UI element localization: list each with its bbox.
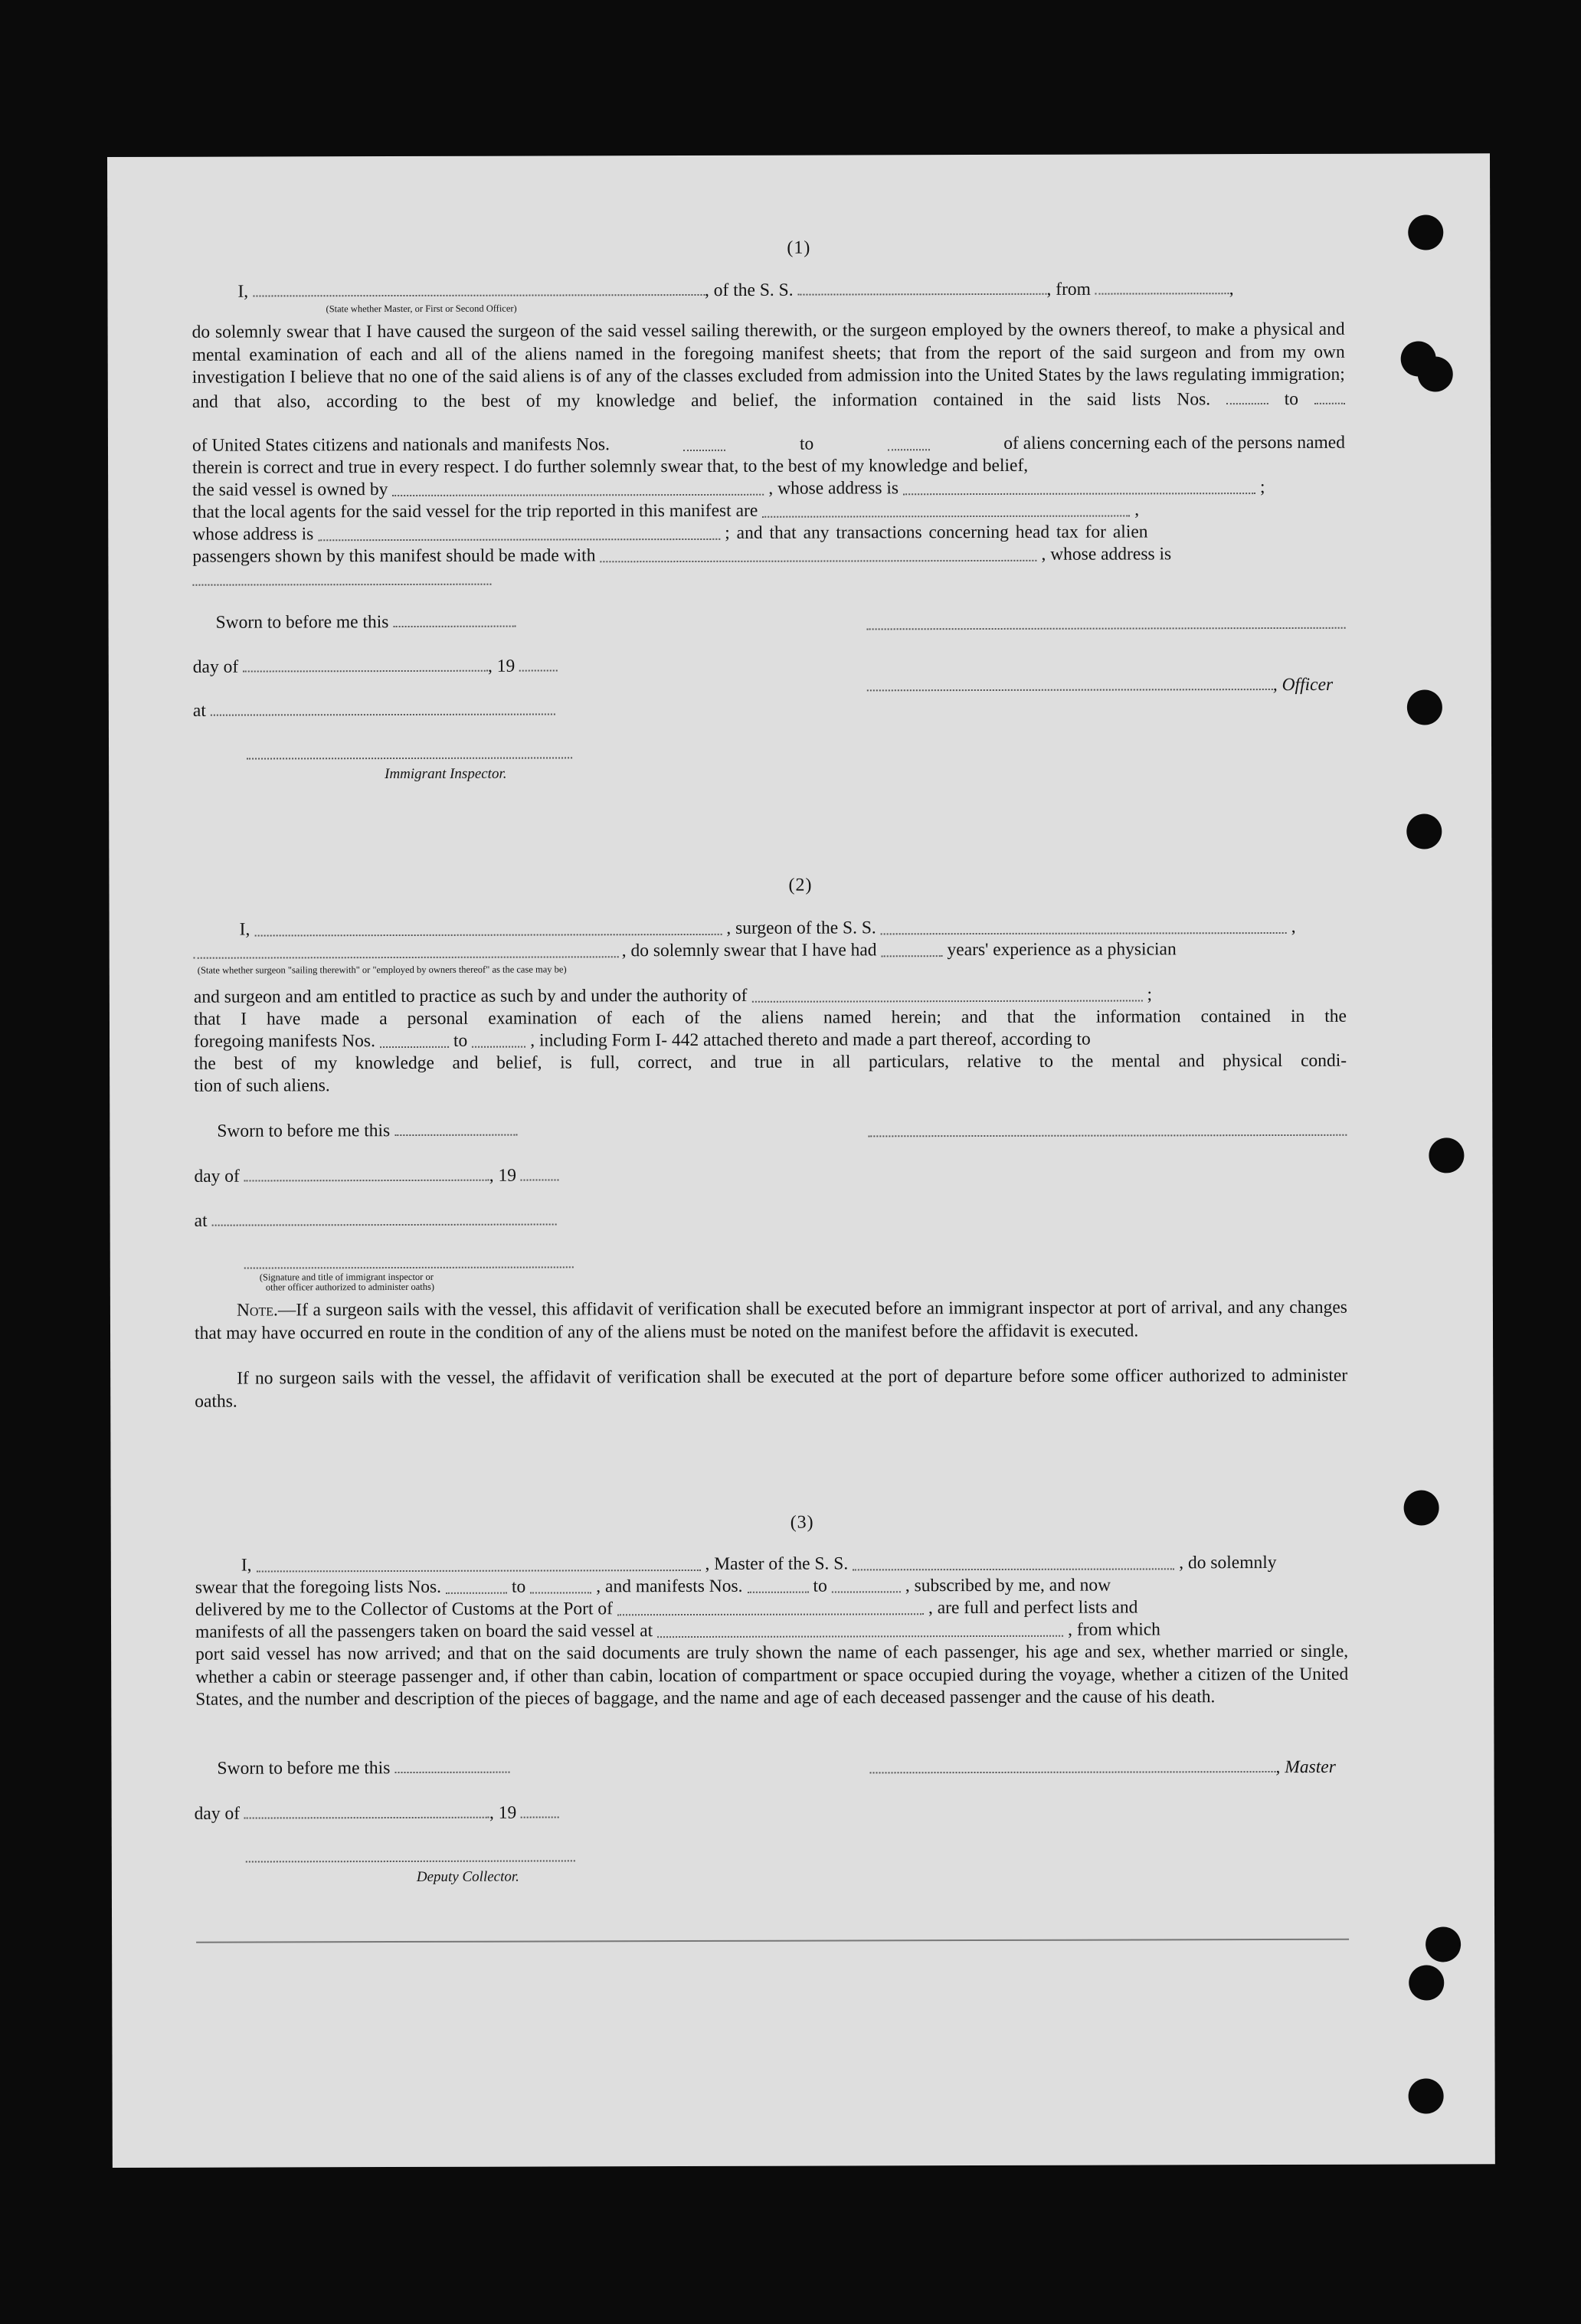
note-paragraph: Note.—If a surgeon sails with the vessel, this affidavit of verification shall be executed before an immigrant inspector at port of arrival, and any changes that may have occurred en route in the condition of any of the aliens must be noted on the manifest before the affidavit is executed. [194,1297,1347,1344]
boarding-port-field[interactable] [657,1619,1063,1638]
ship-name-field-3[interactable] [853,1552,1174,1570]
year-field-2[interactable] [521,1163,559,1180]
master-manifests-from-field[interactable] [747,1576,808,1593]
head-tax-address-field[interactable] [192,584,491,586]
punch-hole [1426,1926,1461,1962]
immigrant-inspector-label: Immigrant Inspector. [385,765,507,783]
signature-note-2: other officer authorized to administer oaths) [265,1281,435,1293]
year-field[interactable] [519,653,558,671]
master-lists-to-field[interactable] [530,1576,591,1593]
head-tax-field[interactable] [600,544,1036,563]
punch-hole [1407,689,1442,725]
sworn-line: Sworn to before me this [216,610,516,634]
manifests-to-field[interactable] [888,433,930,450]
section1-paragraph: do solemnly swear that I have caused the surgeon of the said vessel sailing therewith, or the surgeon employed by the owners thereof, to make a physical and mental examination of each and all of the aliens named in the foregoing manifest sheets; that from the report of the said surgeon and from my own investigation I believe that no one of the said aliens is of any of the classes excluded from admission into the United States by the laws regulating immigration; and that also, according to the best of my knowledge and belief, the information contained in the said lists Nos. to [191,319,1345,412]
officer-name-field[interactable] [253,278,705,297]
day-of-month-field-3[interactable] [244,1801,489,1819]
master-signature-field[interactable] [869,1755,1275,1774]
inspector-signature-field[interactable] [247,757,572,759]
origin-port-field[interactable] [1095,277,1229,295]
punch-hole [1406,813,1442,849]
surgeon-name-field[interactable] [254,918,722,937]
document-page: (1) I, , of the S. S. , from , (State whether Master, or First or Second Officer) do solemnly swear that I have caused the surgeon of the said vessel sailing therewith, or the surgeon employed by the owners thereof, to make a physical and mental examination of each and all of the aliens named in the foregoing manifest sheets; that from the report of the said surgeon and from my own investigation I believe that no one of the said aliens is of any of the classes excluded from admission into the United States by the laws regulating immigration; and that also, according to the best of my knowledge and belief, the information contained in the said lists Nos. to of United States citizens and nationals and manifests Nos. to of aliens concerning each of the persons named therein is correct and true in every respect. I do further solemnly swear that, to the best of my knowledge and belief, the said vessel is owned by , whose address is ; that the local agents for the said vessel for the trip reported in this manifest are , whose address is ; and that any transactions concerning head tax for alien passengers shown by this manifest should be made with , whose address is Sworn to before me this day of , 19 , Officer at Immigrant Inspector. (2) I, , surgeon of the S. S. , , do solemnly swear that I have had years' experience as a physician (State whether surgeon "sailing therewith" or "employed by owners thereof" as the case may be) and surgeon and am entitled to practice as such by and under the authority of ; that I have made a personal examination of each of the aliens named herein; and that the information contained in the foregoing manifests Nos. to , including Form I- 442 attached thereto and made a part thereof, according to the best of my knowledge and belief, is full, correct, and true in all particulars, relative to the mental and physical condi- tion of such aliens. Sworn to before me this day of , 19 at (Signature and title of immigrant inspector or other officer authorized to administer oaths) Note.—If a surgeon sails with the vessel, this affidavit of verification shall be executed before an immigrant inspector at port of arrival, and any changes that may have occurred en route in the condition of any of the aliens must be noted on the manifest before the affidavit is executed. If no surgeon sails with the vessel, the affidavit of verification shall be executed at the port of departure before some officer authorized to administer oaths. (3) I, , Master of the S. S. , do solemnly swear that the foregoing lists Nos. to , and manifests Nos. to , subscribed by me, and now delivered by me to the Collector of Customs at the Port of , are full and perfect lists and manifests of all the passengers taken on board the said vessel at , from which port said vessel has now arrived; and that on the said documents are truly shown the name of each passenger, his age and sex, whether married or single, whether a cabin or steerage passenger and, if other than cabin, location of compartment or space occupied during the voyage, whether a citizen of the United States, and the number and description of the pieces of baggage, and the name and age of each deceased passenger and the cause of his death. Sworn to before me this , Master day of , 19 Deputy Collector. [107,153,1495,2168]
surgeon-type-field[interactable] [194,940,619,959]
lists-from-field[interactable] [1226,387,1268,404]
officer-note: (State whether Master, or First or Second Officer) [326,303,517,315]
surgeon-note: (State whether surgeon "sailing therewith" or "employed by owners thereof" as the case may be) [197,964,567,976]
day-of-month-field[interactable] [243,654,488,673]
administering-officer-signature-field[interactable] [244,1266,574,1268]
owner-field[interactable] [392,478,764,496]
surgeon-manifests-to-field[interactable] [472,1030,525,1048]
punch-hole [1429,1137,1464,1173]
section1-line1: I, , of the S. S. , from , [237,277,1233,303]
surgeon-manifests-from-field[interactable] [380,1030,449,1048]
agents-address-field[interactable] [318,522,720,542]
sworn-date-field[interactable] [393,610,516,628]
punch-hole [1409,1965,1444,2000]
master-manifests-to-field[interactable] [832,1575,901,1592]
master-lists-from-field[interactable] [446,1576,507,1594]
note-paragraph-2: If no surgeon sails with the vessel, the affidavit of verification shall be executed at the port of departure before some officer authorized to administer oaths. [195,1365,1348,1412]
sworn-date-field-3[interactable] [394,1756,509,1774]
master-name-field[interactable] [256,1553,700,1573]
agents-field[interactable] [762,499,1130,518]
section3-body: port said vessel has now arrived; and that on the said documents are truly shown the name of each passenger, his age and sex, whether married or single, whether a cabin or steerage passenger and, if other than cabin, location of compartment or space occupied during the voyage, whether a citizen of the United States, and the number and description of the pieces of baggage, and the name and age of each deceased passenger and the cause of his death. [195,1641,1349,1710]
signature-note-1: (Signature and title of immigrant inspector or [259,1271,434,1283]
years-experience-field[interactable] [882,939,943,957]
section3-number: (3) [790,1512,814,1533]
deputy-collector-label: Deputy Collector. [416,1868,519,1885]
sworn-date-field-2[interactable] [394,1118,517,1137]
officer-signature-field[interactable] [867,627,1346,630]
officer-title-field[interactable] [867,673,1273,692]
location-field-2[interactable] [211,1207,556,1226]
ship-name-field-2[interactable] [881,916,1287,935]
punch-hole [1409,2078,1444,2113]
location-field[interactable] [211,697,555,715]
day-of-month-field-2[interactable] [244,1164,489,1182]
ship-name-field[interactable] [797,277,1046,296]
bottom-rule [196,1939,1349,1943]
punch-hole [1418,356,1453,391]
section1-number: (1) [787,237,811,258]
port-field[interactable] [617,1597,924,1615]
section2-number: (2) [788,875,813,895]
manifests-from-field[interactable] [683,434,725,451]
year-field-3[interactable] [521,1800,559,1818]
authority-field[interactable] [751,984,1142,1002]
collector-signature-field[interactable] [246,1860,575,1862]
lists-to-field[interactable] [1314,386,1345,404]
surgeon-signature-field[interactable] [868,1134,1347,1137]
owner-address-field[interactable] [903,476,1255,495]
